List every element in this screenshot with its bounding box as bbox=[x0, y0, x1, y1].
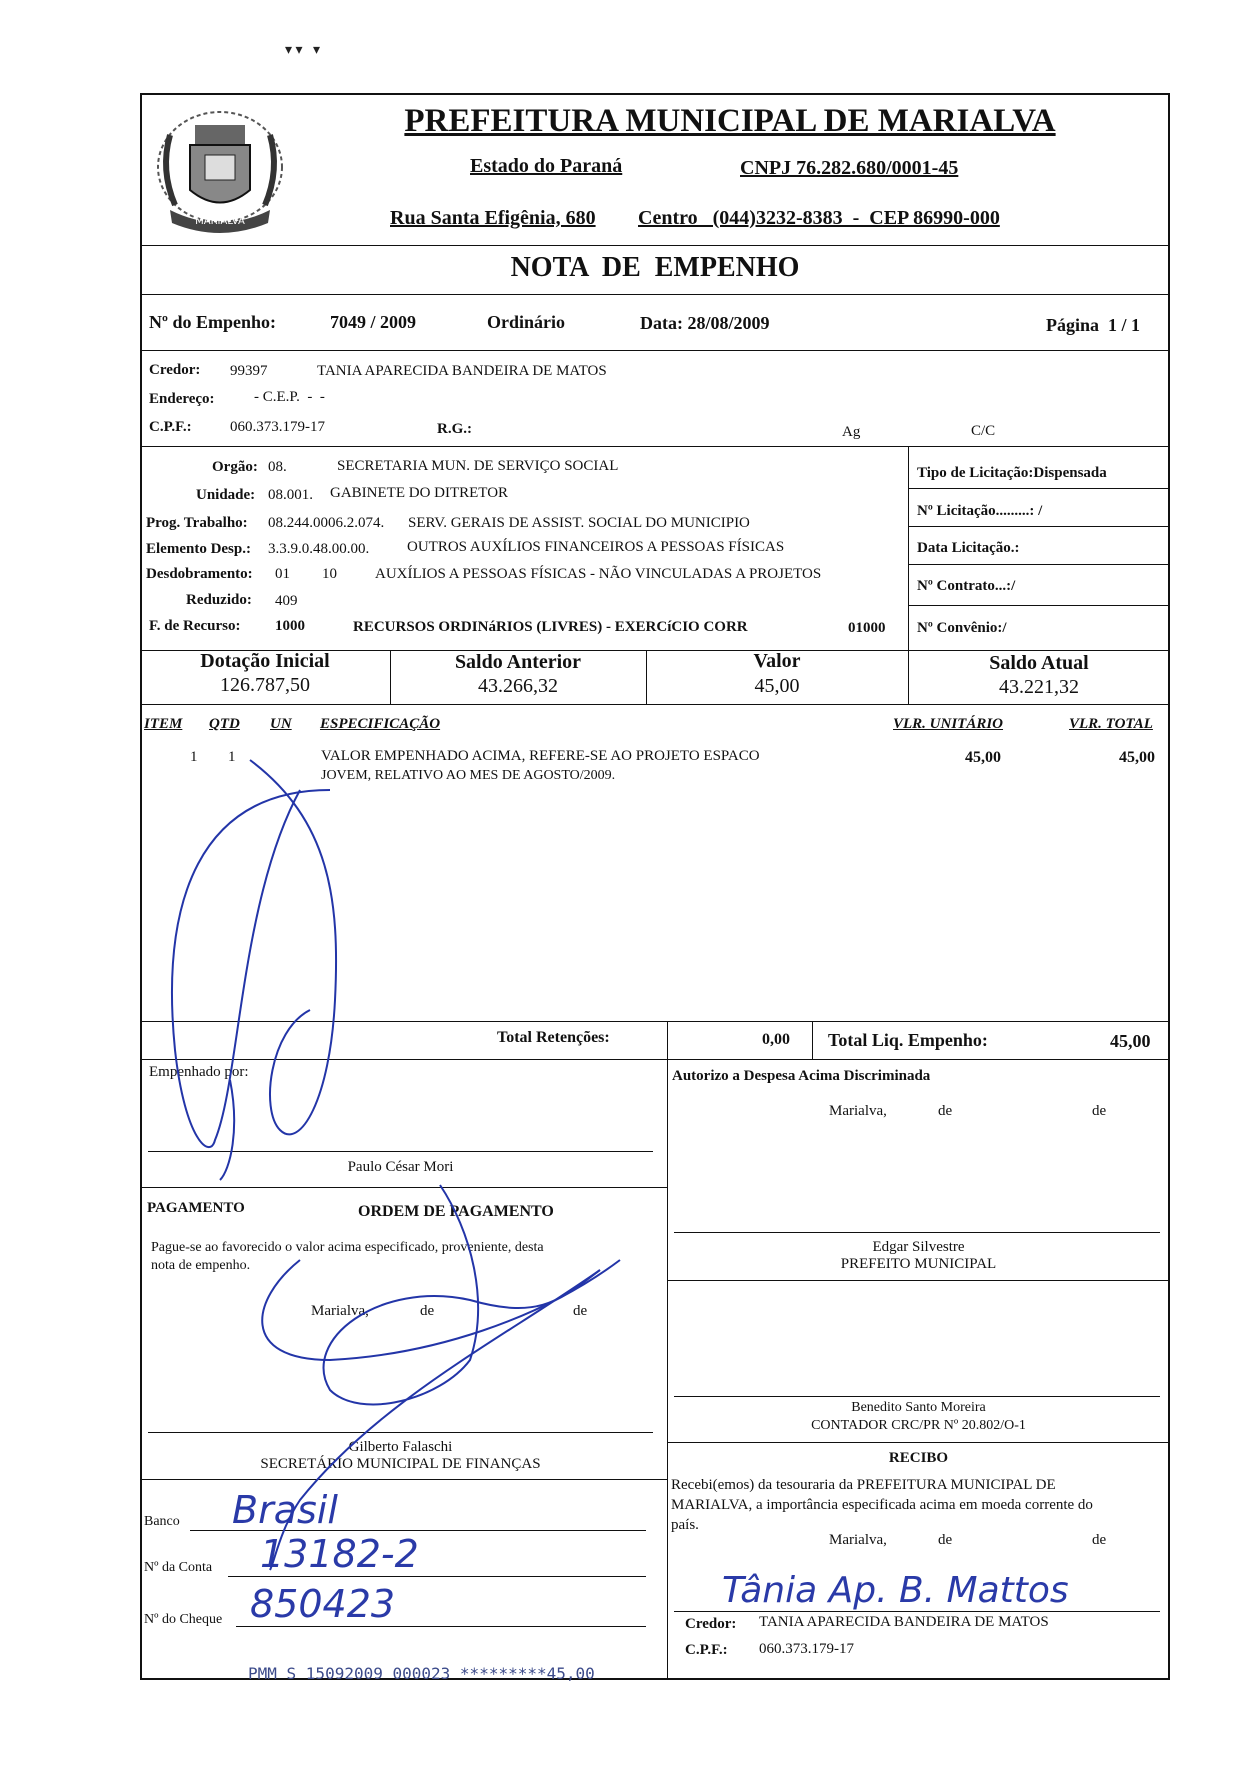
empenho-type: Ordinário bbox=[487, 312, 566, 332]
document-title: NOTA DE EMPENHO bbox=[510, 252, 800, 283]
prog-trabalho-code: 08.244.0006.2.074. bbox=[268, 515, 385, 531]
pagamento-de1: de bbox=[420, 1303, 435, 1319]
item-unit-value: 45,00 bbox=[965, 749, 1001, 766]
elemento-code: 3.3.9.0.48.00.00. bbox=[268, 541, 370, 557]
valor-label: Valor bbox=[753, 650, 801, 672]
valor-value: 45,00 bbox=[754, 675, 800, 697]
autorizo-de1: de bbox=[938, 1103, 953, 1119]
item-qtd: 1 bbox=[228, 749, 236, 765]
orgao-code: 08. bbox=[268, 459, 287, 475]
contador-title: CONTADOR CRC/PR Nº 20.802/O-1 bbox=[811, 1418, 1026, 1433]
cheque-label: Nº do Cheque bbox=[144, 1612, 223, 1627]
cpf-label: C.P.F.: bbox=[149, 419, 192, 435]
unidade-name: GABINETE DO DITRETOR bbox=[330, 485, 509, 501]
col-especificacao: ESPECIFICAÇÃO bbox=[320, 716, 441, 732]
ordem-pagamento-label: ORDEM DE PAGAMENTO bbox=[358, 1203, 554, 1220]
recibo-credor-name: TANIA APARECIDA BANDEIRA DE MATOS bbox=[759, 1614, 1049, 1630]
endereco-label: Endereço: bbox=[149, 391, 215, 407]
recurso-label: F. de Recurso: bbox=[149, 618, 241, 634]
credor-code: 99397 bbox=[230, 363, 268, 379]
address-contact-label: Centro (044)3232-8383 - CEP 86990-000 bbox=[638, 207, 1000, 229]
tipo-licitacao: Tipo de Licitação:Dispensada bbox=[917, 465, 1107, 481]
saldo-atual-label: Saldo Atual bbox=[989, 652, 1089, 674]
pagamento-de2: de bbox=[573, 1303, 588, 1319]
recurso-name: RECURSOS ORDINáRIOS (LIVRES) - EXERCíCIO CORR bbox=[353, 619, 748, 635]
cnpj-label: CNPJ 76.282.680/0001-45 bbox=[740, 157, 959, 179]
prog-trabalho-name: SERV. GERAIS DE ASSIST. SOCIAL DO MUNICIPIO bbox=[408, 515, 750, 531]
endereco-value: - C.E.P. - - bbox=[254, 389, 325, 405]
banco-handwritten: Brasil bbox=[232, 1488, 338, 1532]
empenhado-por-name: Paulo César Mori bbox=[347, 1159, 454, 1175]
dotacao-inicial-value: 126.787,50 bbox=[220, 674, 310, 696]
col-un: UN bbox=[270, 716, 292, 732]
prefeito-name: Edgar Silvestre bbox=[872, 1239, 965, 1255]
recurso-code2: 01000 bbox=[848, 620, 886, 636]
pagamento-text-2: nota de empenho. bbox=[151, 1258, 251, 1273]
credor-signature: Tânia Ap. B. Mattos bbox=[722, 1570, 1069, 1611]
recibo-label: RECIBO bbox=[888, 1450, 949, 1466]
recibo-de1: de bbox=[938, 1532, 953, 1548]
cc-label: C/C bbox=[971, 423, 996, 439]
saldo-anterior-label: Saldo Anterior bbox=[454, 651, 582, 673]
numero-convenio: Nº Convênio:/ bbox=[917, 620, 1007, 636]
item-spec-line2: JOVEM, RELATIVO AO MES DE AGOSTO/2009. bbox=[321, 768, 616, 783]
contador-name: Benedito Santo Moreira bbox=[851, 1400, 986, 1415]
pagamento-label: PAGAMENTO bbox=[147, 1200, 245, 1216]
credor-label: Credor: bbox=[149, 362, 201, 378]
total-liquido-label: Total Liq. Empenho: bbox=[828, 1030, 988, 1050]
recibo-place: Marialva, bbox=[829, 1532, 887, 1548]
secretario-title: SECRETÁRIO MUNICIPAL DE FINANÇAS bbox=[260, 1456, 541, 1472]
recurso-code: 1000 bbox=[275, 618, 305, 634]
conta-label: Nº da Conta bbox=[144, 1560, 213, 1575]
autorizo-de2: de bbox=[1092, 1103, 1107, 1119]
col-vlr-total: VLR. TOTAL bbox=[1069, 716, 1153, 732]
saldo-atual-value: 43.221,32 bbox=[999, 676, 1079, 698]
recibo-de2: de bbox=[1092, 1532, 1107, 1548]
credor-name: TANIA APARECIDA BANDEIRA DE MATOS bbox=[317, 363, 607, 379]
scan-marks: ▾ ▾ ▾ bbox=[285, 43, 321, 58]
cheque-handwritten: 850423 bbox=[250, 1582, 396, 1626]
recibo-cpf-label: C.P.F.: bbox=[685, 1642, 728, 1658]
unidade-label: Unidade: bbox=[196, 487, 256, 503]
autorizo-place: Marialva, bbox=[829, 1103, 887, 1119]
total-liquido-value: 45,00 bbox=[1110, 1031, 1151, 1051]
recibo-text-3: país. bbox=[671, 1517, 699, 1533]
saldo-anterior-value: 43.266,32 bbox=[478, 675, 558, 697]
banco-label: Banco bbox=[144, 1514, 180, 1529]
recibo-text-2: MARIALVA, a importância especificada acima em moeda corrente do bbox=[671, 1497, 1093, 1513]
payment-stamp: PMM S 15092009 000023 *********45,00 bbox=[248, 1664, 595, 1683]
unidade-code: 08.001. bbox=[268, 487, 313, 503]
empenho-number-label: Nº do Empenho: bbox=[149, 312, 276, 332]
recibo-cpf-value: 060.373.179-17 bbox=[759, 1641, 854, 1657]
col-qtd: QTD bbox=[209, 716, 240, 732]
pagamento-place: Marialva, bbox=[311, 1303, 369, 1319]
total-retencoes-label: Total Retenções: bbox=[497, 1029, 610, 1046]
rg-label: R.G.: bbox=[437, 421, 472, 437]
reduzido-value: 409 bbox=[275, 593, 298, 609]
desdobramento-a: 01 bbox=[275, 566, 290, 582]
municipality-title: PREFEITURA MUNICIPAL DE MARIALVA bbox=[404, 103, 1056, 139]
orgao-label: Orgão: bbox=[212, 459, 258, 475]
total-retencoes-value: 0,00 bbox=[762, 1031, 790, 1048]
elemento-name: OUTROS AUXÍLIOS FINANCEIROS A PESSOAS FÍSICAS bbox=[407, 539, 785, 555]
desdobramento-name: AUXÍLIOS A PESSOAS FÍSICAS - NÃO VINCULADAS A PROJETOS bbox=[375, 566, 822, 582]
conta-handwritten: 13182-2 bbox=[260, 1532, 419, 1576]
orgao-name: SECRETARIA MUN. DE SERVIÇO SOCIAL bbox=[337, 458, 619, 474]
page-number: Página 1 / 1 bbox=[1046, 315, 1141, 335]
item-number: 1 bbox=[190, 749, 198, 765]
reduzido-label: Reduzido: bbox=[186, 592, 252, 608]
svg-text:MARIALVA: MARIALVA bbox=[195, 216, 245, 227]
elemento-label: Elemento Desp.: bbox=[146, 541, 251, 557]
ag-label: Ag bbox=[842, 424, 861, 440]
recibo-text-1: Recebi(emos) da tesouraria da PREFEITURA MUNICIPAL DE bbox=[671, 1477, 1056, 1493]
dotacao-inicial-label: Dotação Inicial bbox=[200, 650, 330, 672]
empenhado-por-label: Empenhado por: bbox=[149, 1064, 249, 1080]
desdobramento-label: Desdobramento: bbox=[146, 566, 253, 582]
autorizo-label: Autorizo a Despesa Acima Discriminada bbox=[672, 1068, 931, 1084]
col-vlr-unitario: VLR. UNITÁRIO bbox=[893, 716, 1004, 732]
numero-licitacao: Nº Licitação.........: / bbox=[917, 503, 1043, 519]
pagamento-text-1: Pague-se ao favorecido o valor acima especificado, proveniente, desta bbox=[151, 1240, 544, 1255]
state-label: Estado do Paraná bbox=[470, 155, 623, 177]
address-label: Rua Santa Efigênia, 680 bbox=[390, 207, 596, 229]
secretario-name: Gilberto Falaschi bbox=[348, 1439, 453, 1455]
empenho-number: 7049 / 2009 bbox=[330, 312, 417, 332]
cpf-value: 060.373.179-17 bbox=[230, 419, 325, 435]
data-licitacao: Data Licitação.: bbox=[917, 540, 1020, 556]
recibo-credor-label: Credor: bbox=[685, 1616, 737, 1632]
prefeito-title: PREFEITO MUNICIPAL bbox=[840, 1256, 997, 1272]
numero-contrato: Nº Contrato...:/ bbox=[917, 578, 1016, 594]
empenho-date: Data: 28/08/2009 bbox=[640, 313, 770, 333]
item-spec-line1: VALOR EMPENHADO ACIMA, REFERE-SE AO PROJETO ESPACO bbox=[321, 748, 760, 764]
col-item: ITEM bbox=[144, 716, 183, 732]
desdobramento-b: 10 bbox=[322, 566, 337, 582]
prog-trabalho-label: Prog. Trabalho: bbox=[146, 515, 248, 531]
coat-of-arms-logo bbox=[150, 95, 290, 245]
item-total-value: 45,00 bbox=[1119, 749, 1155, 766]
